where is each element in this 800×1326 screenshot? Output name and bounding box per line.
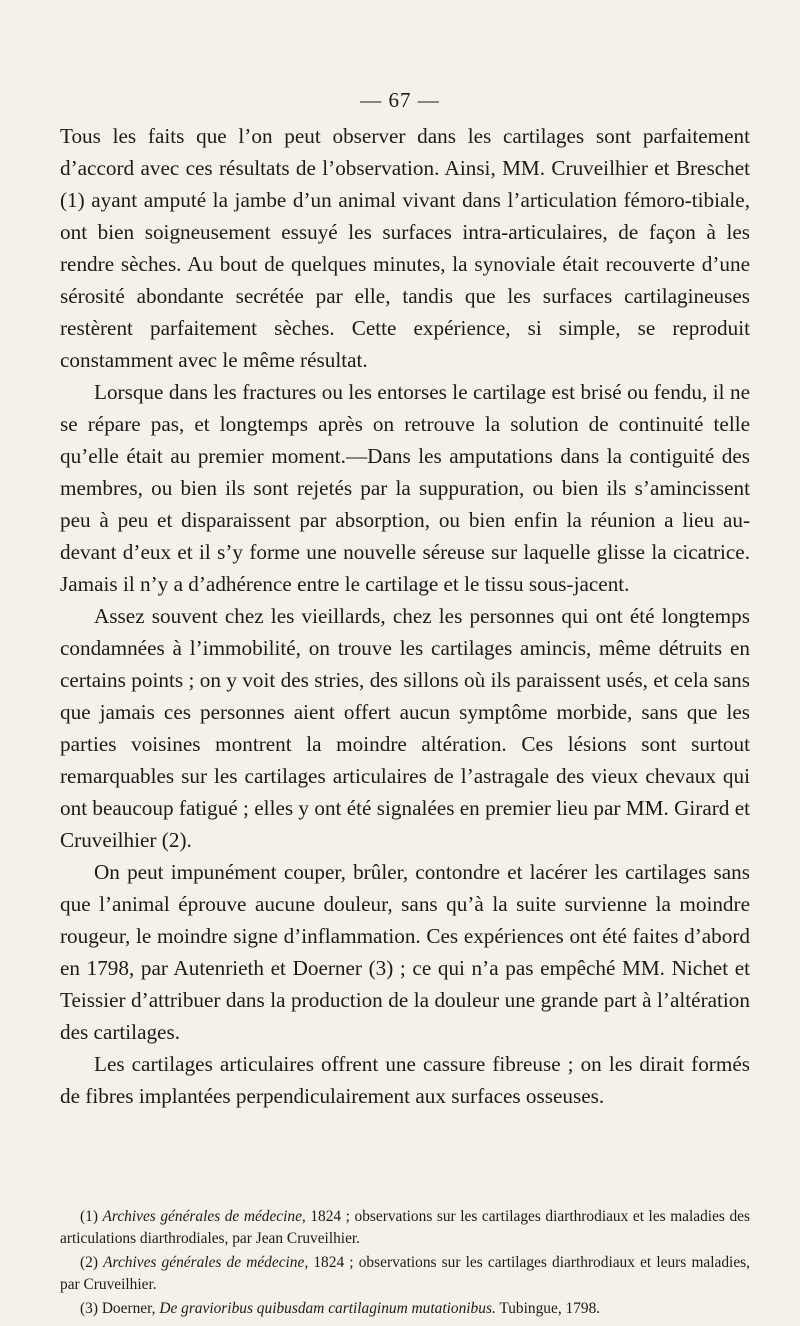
footnote [60, 1206, 750, 1250]
body-text [60, 120, 750, 1112]
footnotes [60, 1206, 750, 1322]
paragraph: Les cartilages articulaires offrent une cassure fibreuse ; on les dirait formés de fibres implantées perpendiculairement aux surfaces osseuses. [60, 1052, 750, 1108]
footnote-marker: (2) [80, 1254, 98, 1271]
footnote-title: Archives générales de médecine, [103, 1254, 309, 1271]
footnote-title: Archives générales de médecine, [102, 1208, 306, 1225]
footnote-text: Tubingue, 1798. [499, 1300, 601, 1317]
footnote-text: 1824 ; observations sur les cartilages diarthrodiaux et leurs maladies, par Cruveilhier. [60, 1254, 750, 1293]
footnote-marker: (3) [80, 1300, 98, 1317]
footnote-marker: (1) [80, 1208, 98, 1225]
paragraph: On peut impunément couper, brûler, contondre et lacérer les cartilages sans que l’animal éprouve aucune douleur, sans qu’à la suite survienne la moindre rougeur, le moindre signe d’inflammation. Ces expériences ont été faites d’abord en 1798, par Autenrieth et Doerner (3) ; ce qui n’a pas empêché MM. Nichet et Teissier d’attribuer dans la production de la douleur une grande part à l’altération des cartilages. [60, 860, 750, 1044]
footnote [60, 1298, 750, 1320]
paragraph: Assez souvent chez les vieillards, chez les personnes qui ont été longtemps condamnées à l’immobilité, on trouve les cartilages amincis, même détruits en certains points ; on y voit des stries, des sillons où ils paraissent usés, et cela sans que jamais ces personnes aient offert aucun symptôme morbide, sans que les parties voisines montrent la moindre altération. Ces lésions sont surtout remarquables sur les cartilages articulaires de l’astragale des vieux chevaux qui ont beaucoup fatigué ; elles y ont été signalées en premier lieu par MM. Girard et Cruveilhier (2). [60, 604, 750, 852]
footnote-text: 1824 ; observations sur les cartilages diarthrodiaux et les maladies des articulations diarthrodiales, par Jean Cruveilhier. [60, 1208, 750, 1247]
footnote-title: De gravioribus quibusdam cartilaginum mutationibus. [159, 1300, 496, 1317]
footnote [60, 1252, 750, 1296]
page-number: — 67 — [360, 88, 440, 112]
paragraph: Lorsque dans les fractures ou les entorses le cartilage est brisé ou fendu, il ne se répare pas, et longtemps après on retrouve la solution de continuité telle qu’elle était au premier moment.—Dans les amputations dans la contiguité des membres, ou bien ils sont rejetés par la suppuration, ou bien ils s’amincissent peu à peu et disparaissent par absorption, ou bien enfin la réunion a lieu au-devant d’eux et il s’y forme une nouvelle séreuse sur laquelle glisse la cicatrice. Jamais il n’y a d’adhérence entre le cartilage et le tissu sous-jacent. [60, 380, 750, 596]
footnote-author: Doerner, [101, 1300, 156, 1317]
paragraph: Tous les faits que l’on peut observer dans les cartilages sont parfaitement d’accord avec ces résultats de l’observation. Ainsi, MM. Cruveilhier et Breschet (1) ayant amputé la jambe d’un animal vivant dans l’articulation fémoro-tibiale, ont bien soigneusement essuyé les surfaces intra-articulaires, de façon à les rendre sèches. Au bout de quelques minutes, la synoviale était recouverte d’une sérosité abondante secrétée par elle, tandis que les surfaces cartilagineuses restèrent parfaitement sèches. Cette expérience, si simple, se reproduit constamment avec le même résultat. [60, 124, 750, 372]
